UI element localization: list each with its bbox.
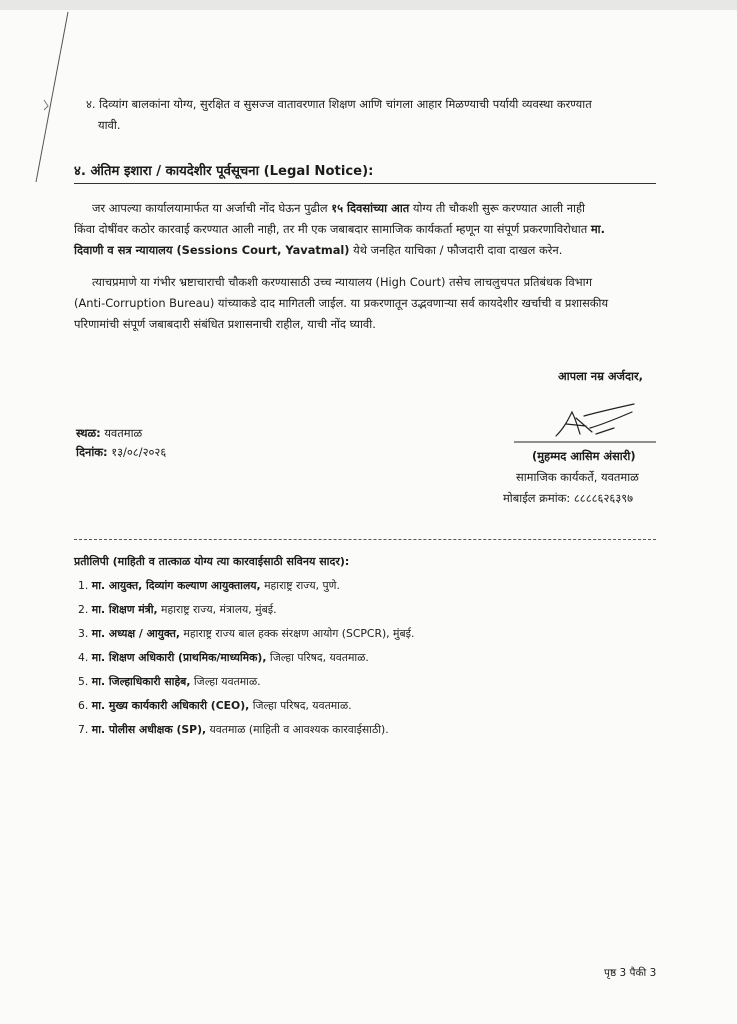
para1-line3	[74, 240, 562, 261]
cc-item-address: महाराष्ट्र राज्य, पुणे.	[260, 579, 340, 592]
signatory-mobile: मोबाईल क्रमांक: ८८८८६२६३९७	[503, 491, 634, 505]
para1-text: येथे जनहित याचिका / फौजदारी दावा दाखल करेन.	[349, 243, 563, 257]
cc-item-number: 1.	[78, 579, 89, 592]
section-heading: ४. अंतिम इशारा / कायदेशीर पूर्वसूचना (Legal Notice):	[74, 164, 374, 179]
dashed-separator	[74, 539, 656, 540]
cc-item	[78, 602, 277, 617]
point-4-line1: ४. दिव्यांग बालकांना योग्य, सुरक्षित व सुसज्ज वातावरणात शिक्षण आणि चांगला आहार मिळण्याची पर्यायी व्यवस्था करण्यात	[86, 97, 592, 111]
para1-text: जर आपल्या कार्यालयामार्फत या अर्जाची नोंद घेऊन पुढील	[92, 201, 332, 215]
point-4-line2: यावी.	[98, 118, 121, 132]
cc-item	[78, 722, 389, 737]
cc-item-number: 6.	[78, 699, 89, 712]
cc-item	[78, 674, 261, 689]
cc-item-recipient: मा. पोलीस अधीक्षक (SP),	[91, 723, 207, 736]
place-line	[76, 423, 142, 444]
cc-item-number: 2.	[78, 603, 89, 616]
cc-item-number: 7.	[78, 723, 89, 736]
para1-text: किंवा दोषींवर कठोर कारवाई करण्यात आली नाही, तर मी एक जबाबदार सामाजिक कार्यकर्ता म्हणून या संपूर्ण प्रकरणाविरोधात	[74, 222, 591, 236]
cc-item-recipient: मा. शिक्षण मंत्री,	[91, 603, 158, 616]
date-value: १३/०८/२०२६	[107, 445, 167, 459]
para2-line3: परिणामांची संपूर्ण जबाबदारी संबंधित प्रशासनाची राहील, याची नोंद घ्यावी.	[74, 317, 376, 331]
heading-rule	[74, 183, 656, 184]
page-number: पृष्ठ 3 पैकी 3	[604, 967, 657, 979]
para2-line2: (Anti-Corruption Bureau) यांच्याकडे दाद मागितली जाईल. या प्रकरणातून उद्भवणाऱ्या सर्व कायदेशीर खर्चाची व प्रशासकीय	[74, 296, 609, 310]
cc-item-recipient: मा. आयुक्त, दिव्यांग कल्याण आयुक्तालय,	[91, 579, 261, 592]
date-line	[76, 442, 166, 463]
cc-item-address: यवतमाळ (माहिती व आवश्यक कारवाईसाठी).	[206, 723, 389, 736]
cc-item-number: 5.	[78, 675, 89, 688]
cc-item	[78, 578, 340, 593]
para1-line1	[92, 198, 585, 219]
cc-item-address: जिल्हा परिषद, यवतमाळ.	[249, 699, 352, 712]
place-label: स्थळ:	[76, 426, 101, 440]
cc-heading: प्रतीलिपी (माहिती व तात्काळ योग्य त्या कारवाईसाठी सविनय सादर):	[74, 555, 350, 568]
signatory-name: (मुहम्मद आसिम अंसारी)	[532, 449, 636, 463]
para1-court: दिवाणी व सत्र न्यायालय (Sessions Court, Yavatmal)	[74, 243, 350, 257]
para1-text: योग्य ती चौकशी सुरू करण्यात आली नाही	[409, 201, 586, 215]
cc-item-address: महाराष्ट्र राज्य बाल हक्क संरक्षण आयोग (SCPCR), मुंबई.	[179, 627, 415, 640]
signature	[506, 398, 666, 448]
cc-item-recipient: मा. शिक्षण अधिकारी (प्राथमिक/माध्यमिक),	[91, 651, 267, 664]
cc-item	[78, 698, 352, 713]
cc-item-address: जिल्हा परिषद, यवतमाळ.	[266, 651, 369, 664]
signatory-title: सामाजिक कार्यकर्ते, यवतमाळ	[516, 470, 639, 484]
cc-item-recipient: मा. अध्यक्ष / आयुक्त,	[91, 627, 180, 640]
place-value: यवतमाळ	[100, 426, 143, 440]
cc-item-address: महाराष्ट्र राज्य, मंत्रालय, मुंबई.	[157, 603, 277, 616]
cc-item-address: जिल्हा यवतमाळ.	[190, 675, 261, 688]
cc-item-recipient: मा. मुख्य कार्यकारी अधिकारी (CEO),	[91, 699, 250, 712]
date-label: दिनांक:	[76, 445, 108, 459]
cc-item-recipient: मा. जिल्हाधिकारी साहेब,	[91, 675, 191, 688]
para1-court-prefix: मा.	[590, 222, 605, 236]
para1-deadline: १५ दिवसांच्या आत	[331, 201, 410, 215]
para2-line1: त्याचप्रमाणे या गंभीर भ्रष्टाचाराची चौकशी करण्यासाठी उच्च न्यायालय (High Court) तसेच लाचलुचपत प्रतिबंधक विभाग	[92, 275, 593, 289]
cc-item-number: 3.	[78, 627, 89, 640]
closing-salutation: आपला नम्र अर्जदार,	[558, 369, 643, 383]
para1-line2	[74, 219, 605, 240]
cc-item-number: 4.	[78, 651, 89, 664]
cc-item	[78, 626, 414, 641]
cc-item	[78, 650, 369, 665]
